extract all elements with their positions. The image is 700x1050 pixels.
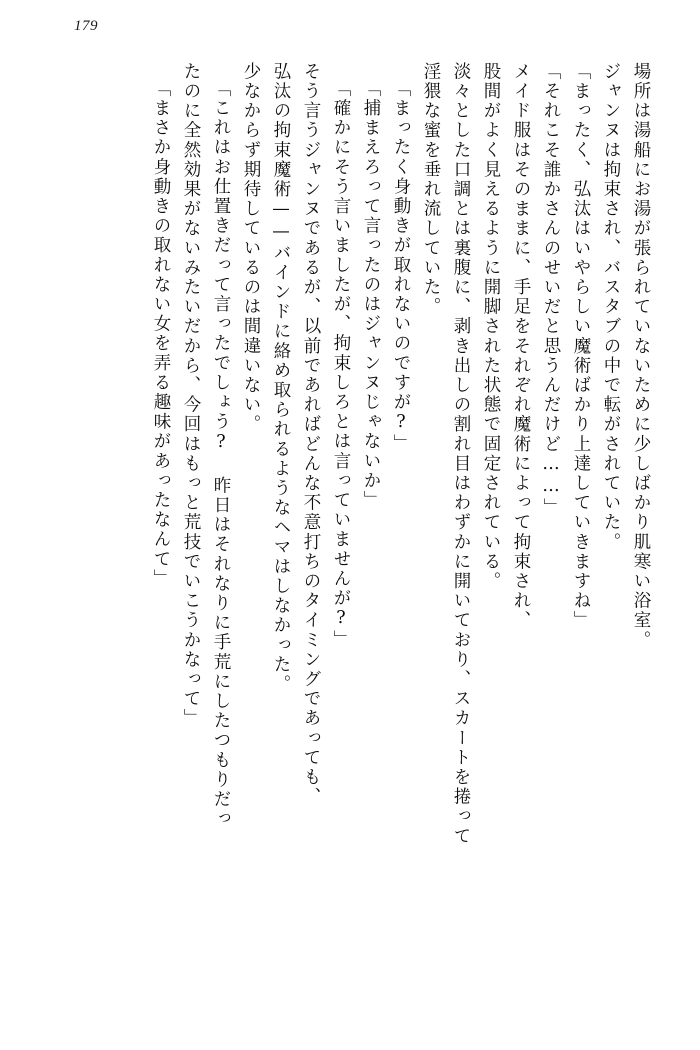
text-line: 「これはお仕置きだって言ったでしょう? 昨日はそれなりに手荒にしたつもりだっ bbox=[211, 79, 231, 829]
text-line: 淫猥な蜜を垂れ流していた。 bbox=[421, 62, 441, 317]
page-number: 179 bbox=[74, 18, 98, 34]
vertical-text-block bbox=[44, 62, 656, 846]
text-line: 「捕まえろって言ったのはジャンヌじゃないか」 bbox=[361, 79, 381, 511]
text-line: 弘汰の拘束魔術——バインドに絡め取られるようなヘマはしなかった。 bbox=[271, 62, 291, 695]
text-line: 「確かにそう言いましたが、拘束しろとは言っていませんが?」 bbox=[331, 79, 351, 650]
text-line: 股間がよく見えるように開脚された状態で固定されている。 bbox=[481, 62, 501, 592]
text-line: 「まったく身動きが取れないのですが?」 bbox=[391, 79, 411, 454]
text-line: 「まさか身動きの取れない女を弄る趣味があったなんて」 bbox=[151, 79, 171, 589]
text-line: ジャンヌは拘束され、バスタブの中で転がされていた。 bbox=[601, 62, 621, 552]
text-line: そう言うジャンヌであるが、以前であればどんな不意打ちのタイミングであっても、 bbox=[301, 62, 321, 807]
text-line: 「それこそ誰かさんのせいだと思うんだけど……」 bbox=[541, 62, 561, 518]
text-line: たのに全然効果がないみたいだから、今回はもっと荒技でいこうかなって」 bbox=[181, 62, 201, 729]
text-line: 淡々とした口調とは裏腹に、剥き出しの割れ目はわずかに開いており、スカートを捲って bbox=[451, 62, 471, 846]
text-line: 少なからず期待しているのは間違いない。 bbox=[241, 62, 261, 435]
text-line: 場所は湯船にお湯が張られていないために少しばかり肌寒い浴室。 bbox=[631, 62, 651, 650]
text-line: 「まったく、弘汰はいやらしい魔術ばかり上達していきますね」 bbox=[571, 62, 591, 631]
text-line: メイド服はそのままに、手足をそれぞれ魔術によって拘束され、 bbox=[511, 62, 531, 631]
